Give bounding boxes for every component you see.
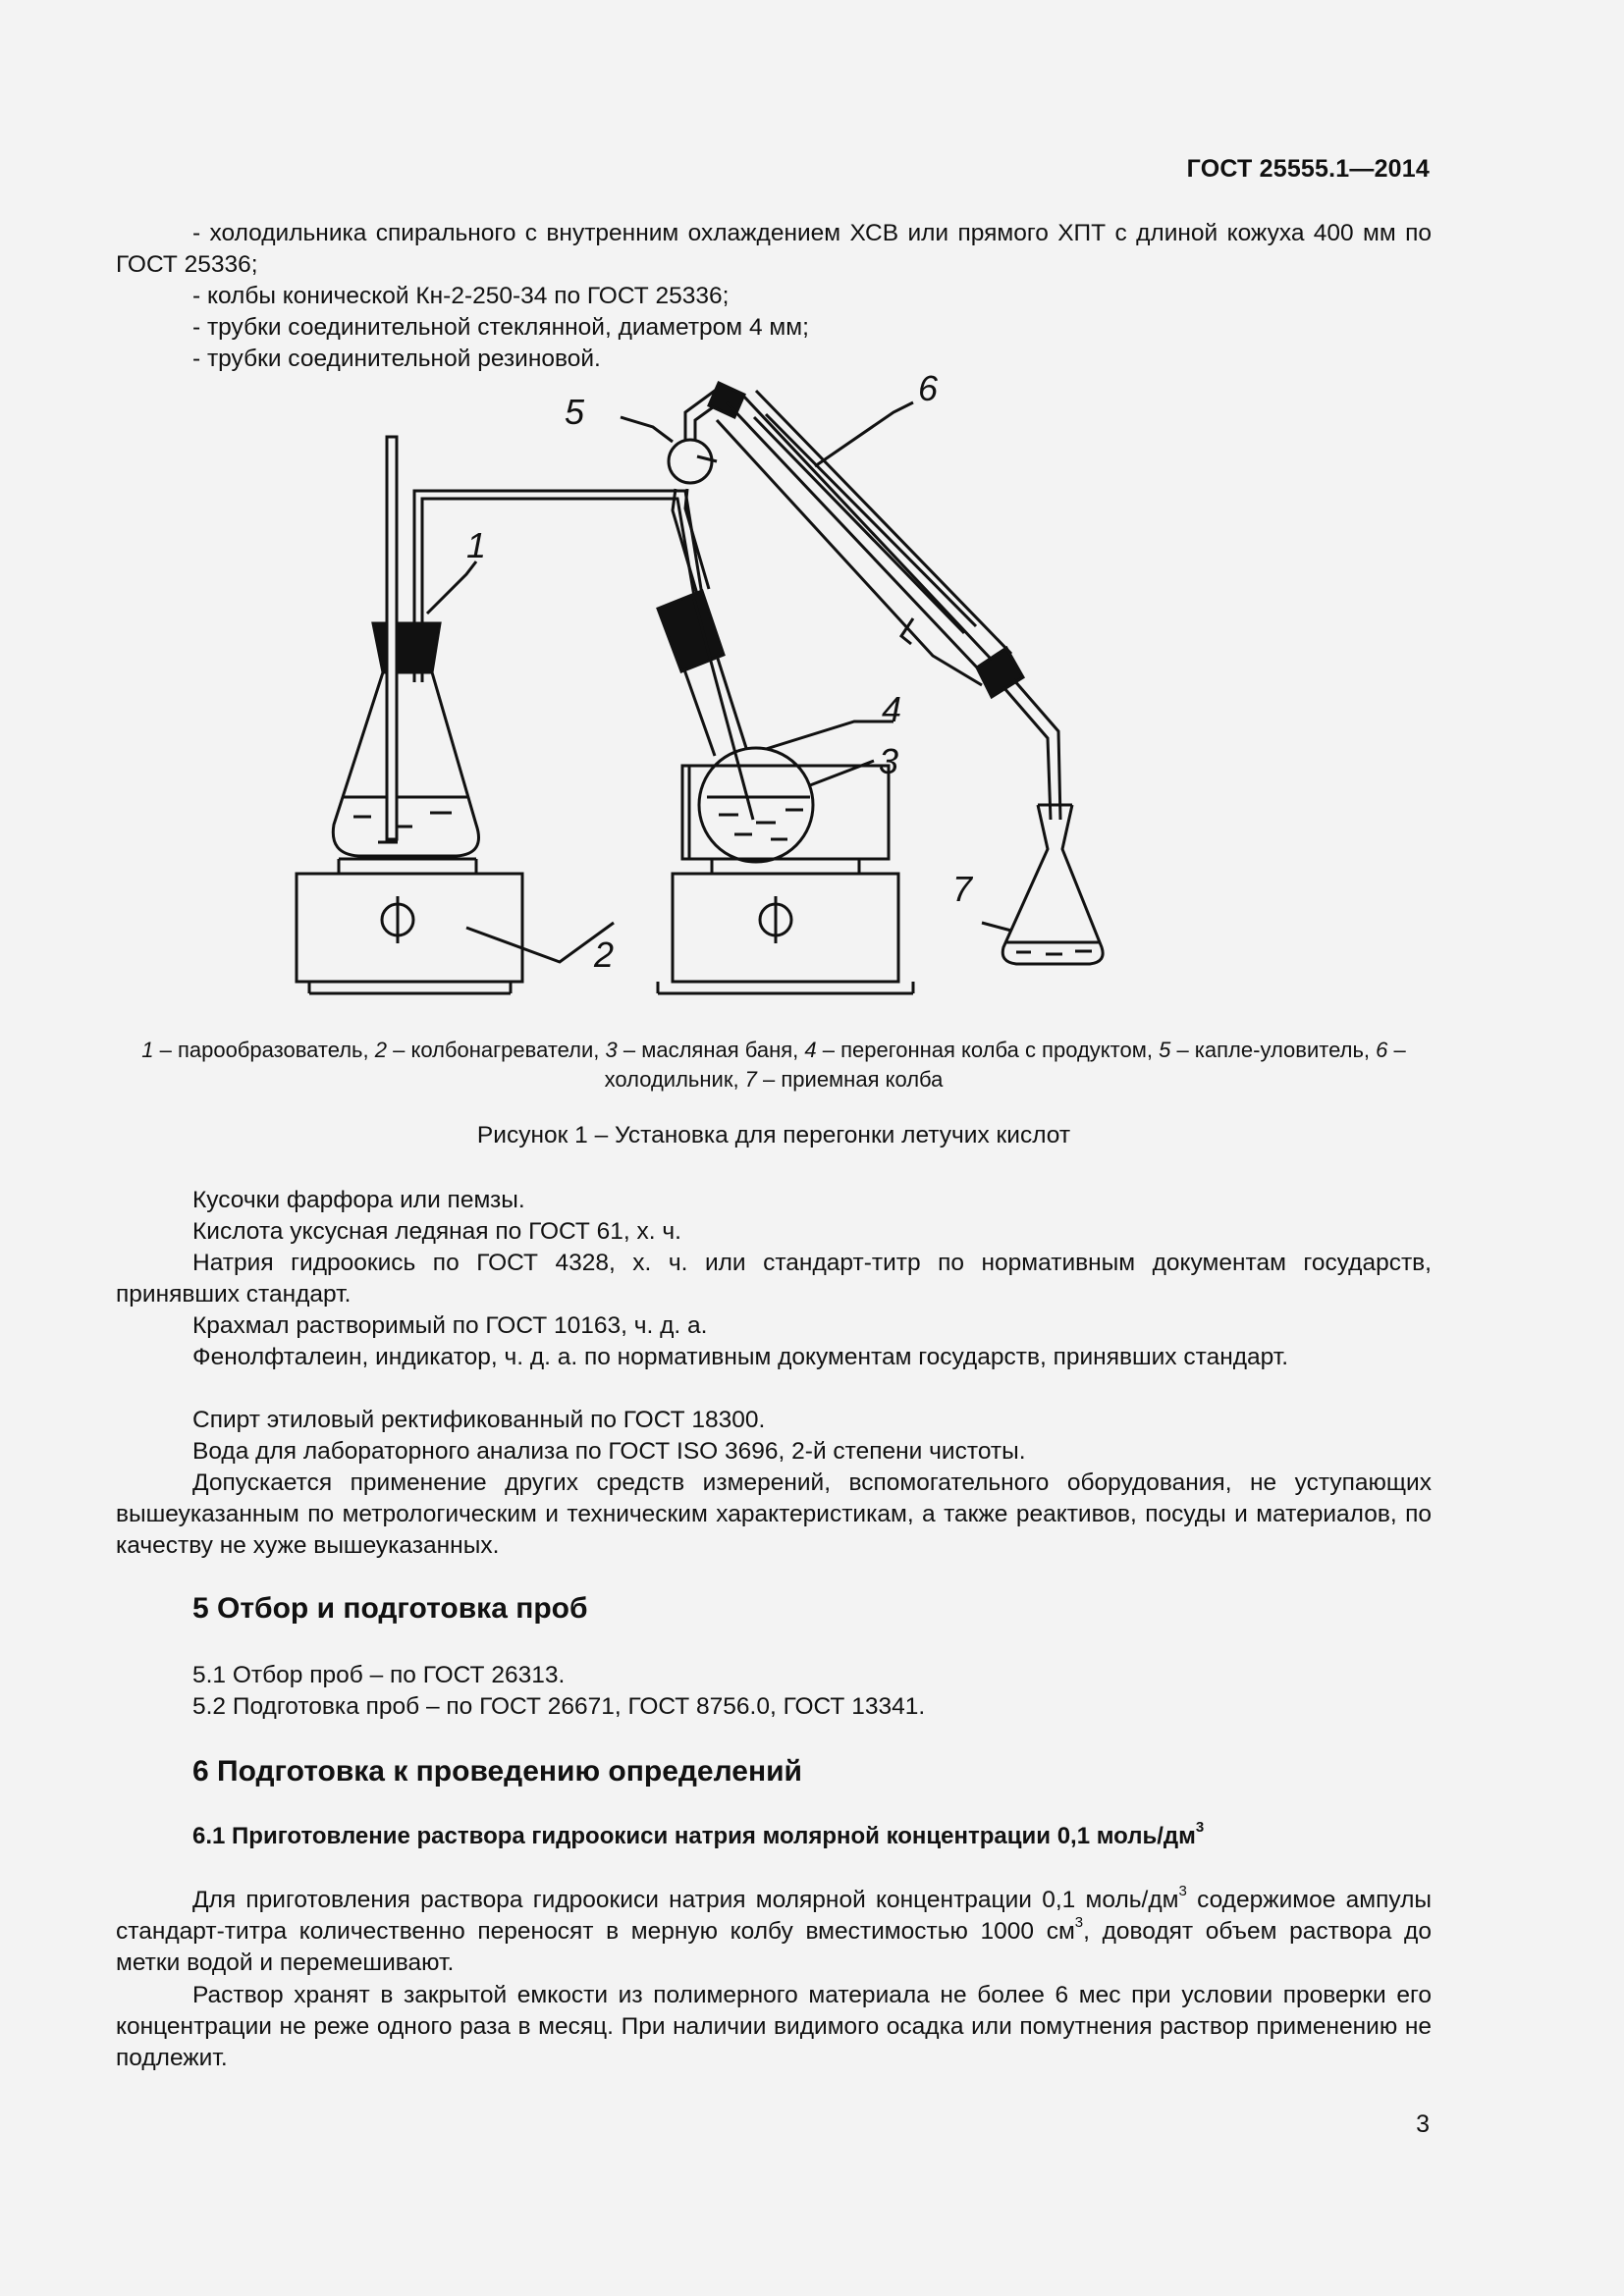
list-item-cooler: - холодильника спирального с внутренним охлаждением ХСВ или прямого ХПТ с длиной кожуха 400 мм по ГОСТ 25336; — [116, 220, 1432, 278]
reagent-phenolphthalein: Фенолфталеин, индикатор, ч. д. а. по нормативным документам государств, принявших стандарт. — [192, 1344, 1289, 1370]
page-number: 3 — [1416, 2110, 1430, 2138]
legend-number-6: 6 — [1376, 1038, 1388, 1062]
reagent-substitution-note: Допускается применение других средств измерений, вспомогательного оборудования, не уступающих вышеуказанным по метрологическим и техническим характеристикам, а также реактивов, посуды и материалов, по качеству не хуже вышеуказанных. — [116, 1469, 1432, 1559]
figure-label-1: 1 — [466, 525, 487, 565]
legend-text-1: – парообразователь, — [153, 1038, 375, 1062]
section-6-1-heading-text: 6.1 Приготовление раствора гидроокиси натрия молярной концентрации 0,1 моль/дм — [192, 1823, 1196, 1849]
oil-bath — [682, 766, 889, 859]
figure-legend — [116, 1036, 1432, 1095]
distillation-apparatus-figure — [265, 373, 1257, 1011]
figure-label-6: 6 — [918, 373, 939, 408]
section-6-heading: 6 Подготовка к проведению определений — [192, 1755, 802, 1788]
legend-text-6: – холодильник, — [604, 1038, 1406, 1092]
reagent-porcelain: Кусочки фарфора или пемзы. — [192, 1187, 525, 1213]
p1-text-c: , доводят объем раствора до метки водой и перемешивают. — [116, 1918, 1432, 1976]
section-6-1-heading — [192, 1819, 1205, 1850]
legend-number-7: 7 — [744, 1067, 757, 1092]
section-6-1-paragraph-1 — [116, 1885, 1432, 1979]
figure-label-7: 7 — [952, 869, 973, 909]
p1-sup-2: 3 — [1074, 1914, 1084, 1931]
list-item-flask: - колбы конической Кн-2-250-34 по ГОСТ 25336; — [192, 283, 730, 309]
section-5-1: 5.1 Отбор проб – по ГОСТ 26313. — [192, 1662, 566, 1688]
legend-number-5: 5 — [1159, 1038, 1171, 1062]
legend-text-5: – капле-уловитель, — [1170, 1038, 1377, 1062]
heater-left — [297, 874, 522, 982]
reagent-starch: Крахмал растворимый по ГОСТ 10163, ч. д. а. — [192, 1312, 708, 1339]
legend-text-4: – перегонная колба с продуктом, — [816, 1038, 1160, 1062]
heater-middle — [673, 874, 898, 982]
figure-label-3: 3 — [879, 741, 899, 781]
legend-text-7: – приемная колба — [756, 1067, 944, 1092]
list-item-rubber-tube: - трубки соединительной резиновой. — [192, 346, 601, 372]
receiver-flask — [1002, 805, 1103, 964]
legend-text-3: – масляная баня, — [617, 1038, 805, 1062]
legend-text-2: – колбонагреватели, — [387, 1038, 606, 1062]
document-code-header: ГОСТ 25555.1—2014 — [1186, 155, 1430, 183]
section-6-1-heading-sup: 3 — [1195, 1819, 1205, 1836]
figure-title: Рисунок 1 – Установка для перегонки летучих кислот — [476, 1122, 1071, 1148]
p1-text-a: Для приготовления раствора гидроокиси натрия молярной концентрации 0,1 моль/дм — [192, 1887, 1179, 1913]
legend-number-1: 1 — [141, 1038, 154, 1062]
figure-label-5: 5 — [565, 392, 585, 432]
legend-number-3: 3 — [605, 1038, 618, 1062]
reagent-water: Вода для лабораторного анализа по ГОСТ ISO 3696, 2-й степени чистоты. — [192, 1438, 1026, 1465]
condenser — [697, 391, 1011, 685]
reagent-sodium-hydroxide: Натрия гидроокись по ГОСТ 4328, х. ч. или стандарт-титр по нормативным документам государств, принявших стандарт. — [116, 1250, 1432, 1308]
section-5-2: 5.2 Подготовка проб – по ГОСТ 26671, ГОСТ 8756.0, ГОСТ 13341. — [192, 1693, 926, 1720]
p1-text-b: содержимое ампулы стандарт-титра количественно переносят в мерную колбу вместимостью 1000 см — [116, 1887, 1433, 1945]
drop-catcher — [669, 440, 712, 483]
legend-number-4: 4 — [804, 1038, 817, 1062]
section-6-1-paragraph-2: Раствор хранят в закрытой емкости из полимерного материала не более 6 мес при условии проверки его концентрации не реже одного раза в месяц. При наличии видимого осадка или помутнения раствор применению не подлежит. — [116, 1982, 1432, 2071]
reagent-acetic-acid: Кислота уксусная ледяная по ГОСТ 61, х. ч. — [192, 1218, 681, 1245]
p1-sup-1: 3 — [1178, 1883, 1187, 1899]
apparatus-diagram — [265, 373, 1257, 1011]
reagent-ethanol: Спирт этиловый ректификованный по ГОСТ 18300. — [192, 1407, 766, 1433]
figure-label-4: 4 — [882, 689, 902, 729]
legend-number-2: 2 — [374, 1038, 387, 1062]
list-item-glass-tube: - трубки соединительной стеклянной, диаметром 4 мм; — [192, 314, 809, 341]
steam-generator-flask — [333, 672, 478, 856]
section-5-heading: 5 Отбор и подготовка проб — [192, 1592, 588, 1625]
figure-label-2: 2 — [594, 934, 615, 975]
